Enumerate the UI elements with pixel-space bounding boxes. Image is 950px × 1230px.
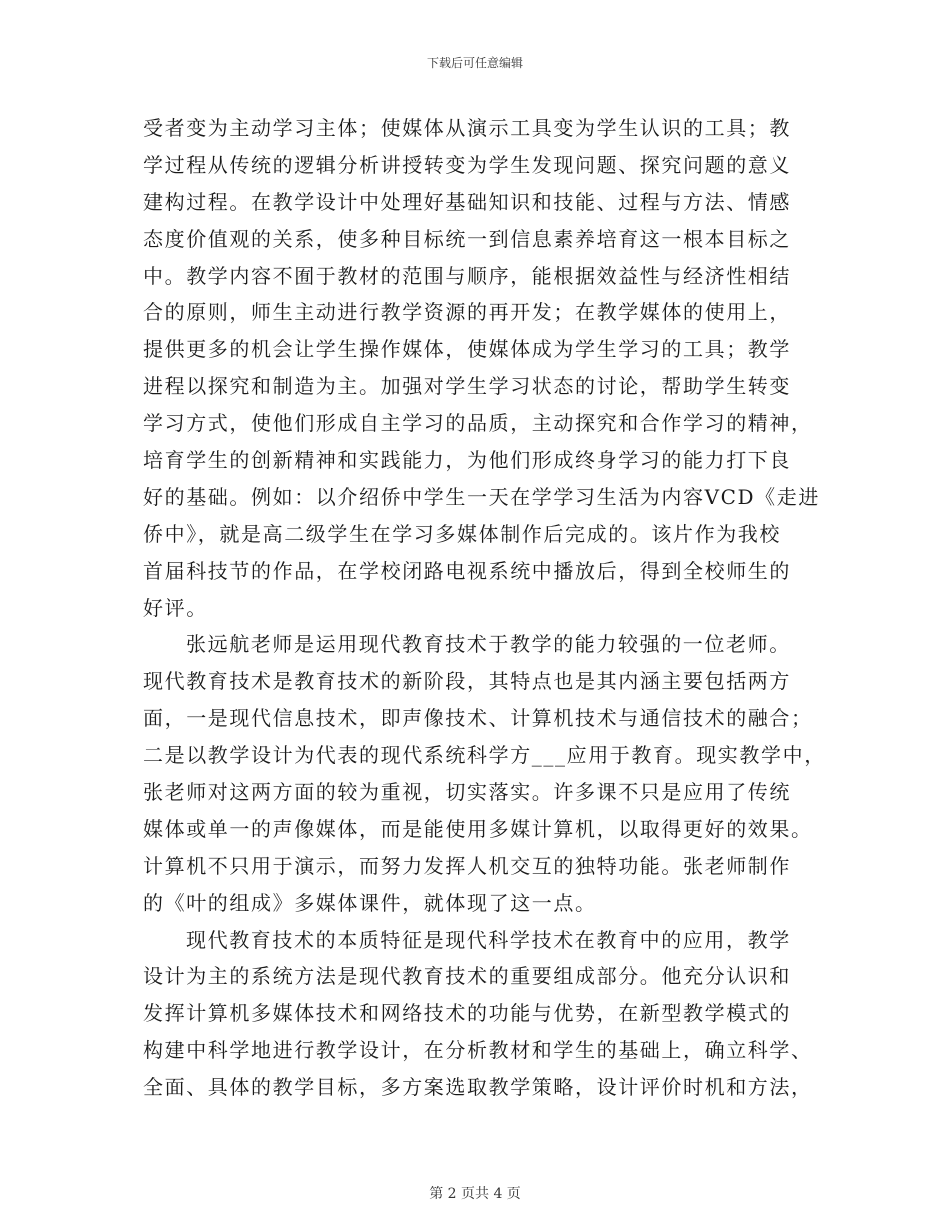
- text-line: 构建中科学地进行教学设计，在分析教材和学生的基础上，确立科学、: [143, 1038, 813, 1063]
- text-line: 中。教学内容不囿于教材的范围与顺序，能根据效益性与经济性相结: [143, 263, 791, 288]
- text-line: 学过程从传统的逻辑分析讲授转变为学生发现问题、探究问题的意义: [143, 152, 791, 177]
- text-line: 学习方式，使他们形成自主学习的品质，主动探究和合作学习的精神，: [143, 411, 813, 436]
- text-line: 侨中》，就是高二级学生在学习多媒体制作后完成的。该片作为我校: [143, 521, 781, 546]
- text-line: 首届科技节的作品，在学校闭路电视系统中播放后，得到全校师生的: [143, 558, 791, 583]
- text-line: 计算机不只用于演示，而努力发挥人机交互的独特功能。张老师制作: [143, 853, 791, 878]
- page-number: 第 2 页共 4 页: [429, 1186, 521, 1202]
- text-line: 受者变为主动学习主体；使媒体从演示工具变为学生认识的工具；教: [143, 116, 791, 140]
- text-line: 现代教育技术是教育技术的新阶段，其特点也是其内涵主要包括两方: [143, 669, 791, 694]
- text-line: 好的基础。例如：以介绍侨中学生一天在学学习生活为内容VCD《走进: [143, 484, 820, 509]
- document-body: [143, 110, 833, 1106]
- text-line: 好评。: [143, 595, 208, 620]
- page-header: 下载后可任意编辑: [426, 56, 523, 70]
- text-line: 态度价值观的关系，使多种目标统一到信息素养培育这一根本目标之: [143, 226, 791, 251]
- text-line: 提供更多的机会让学生操作媒体，使媒体成为学生学习的工具；教学: [143, 337, 791, 362]
- text-line: 发挥计算机多媒体技术和网络技术的功能与优势，在新型教学模式的: [143, 1001, 791, 1026]
- text-line: 二是以教学设计为代表的现代系统科学方___应用于教育。现实教学中，: [143, 743, 826, 768]
- text-line: 进程以探究和制造为主。加强对学生学习状态的讨论，帮助学生转变: [143, 374, 791, 399]
- paragraph-first-line: 张远航老师是运用现代教育技术于教学的能力较强的一位老师。: [186, 632, 791, 657]
- paragraph-first-line: 现代教育技术的本质特征是现代科学技术在教育中的应用，教学: [186, 927, 791, 952]
- text-line: 的《叶的组成》多媒体课件，就体现了这一点。: [143, 890, 597, 915]
- text-line: 媒体或单一的声像媒体，而是能使用多媒计算机，以取得更好的效果。: [143, 816, 813, 841]
- text-line: 面，一是现代信息技术，即声像技术、计算机技术与通信技术的融合；: [143, 706, 813, 731]
- text-line: 张老师对这两方面的较为重视，切实落实。许多课不只是应用了传统: [143, 780, 791, 805]
- text-line: 培育学生的创新精神和实践能力，为他们形成终身学习的能力打下良: [143, 448, 791, 473]
- text-line: 全面、具体的教学目标，多方案选取教学策略，设计评价时机和方法，: [143, 1075, 813, 1100]
- text-line: 建构过程。在教学设计中处理好基础知识和技能、过程与方法、情感: [143, 189, 791, 214]
- text-line: 合的原则，师生主动进行教学资源的再开发；在教学媒体的使用上，: [143, 300, 791, 325]
- text-line: 设计为主的系统方法是现代教育技术的重要组成部分。他充分认识和: [143, 964, 791, 989]
